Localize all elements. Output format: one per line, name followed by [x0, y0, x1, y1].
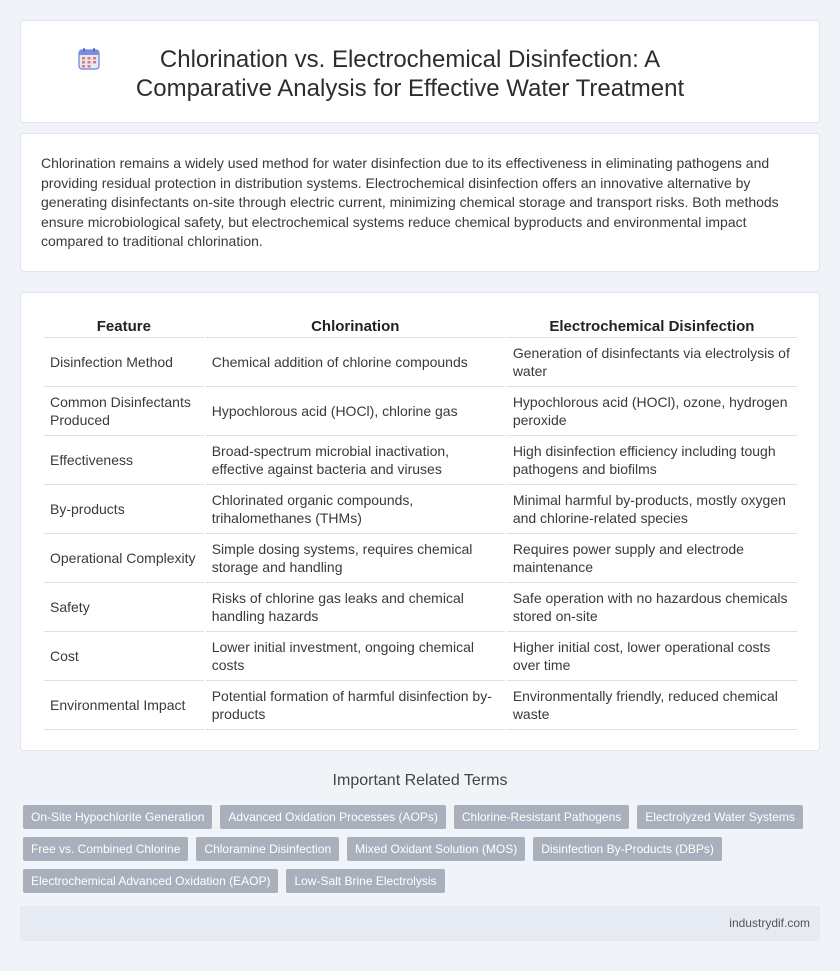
chlorination-cell: Risks of chlorine gas leaks and chemical handling hazards [206, 583, 505, 632]
chlorination-cell: Hypochlorous acid (HOCl), chlorine gas [206, 387, 505, 436]
chlorination-cell: Simple dosing systems, requires chemical storage and handling [206, 534, 505, 583]
feature-cell: Disinfection Method [44, 338, 204, 387]
header-chlorination: Chlorination [206, 313, 505, 338]
header-feature: Feature [44, 313, 204, 338]
related-term-tag[interactable]: Electrochemical Advanced Oxidation (EAOP) [23, 869, 278, 893]
footer-site-link[interactable]: industrydif.com [729, 916, 810, 930]
related-term-tag[interactable]: Electrolyzed Water Systems [637, 805, 803, 829]
tag-row [23, 869, 803, 893]
electrochemical-cell: Environmentally friendly, reduced chemical waste [507, 681, 797, 730]
intro-paragraph: Chlorination remains a widely used method for water disinfection due to its effectiveness in eliminating pathogens and providing residual protection in distribution systems. Electrochemical disinfection offers an innovative alternative by generating disinfectants on-site through electric current, minimizing chemical storage and transport risks. Both methods ensure microbiological safety, but electrochemical systems reduce chemical byproducts and environmental impact compared to traditional chlorination. [41, 155, 779, 249]
page-title: Chlorination vs. Electrochemical Disinfection: A Comparative Analysis for Effective Water Treatment [135, 46, 685, 102]
intro-card [20, 133, 820, 272]
table-row [44, 387, 797, 436]
table-row [44, 534, 797, 583]
related-term-tag[interactable]: Mixed Oxidant Solution (MOS) [347, 837, 525, 861]
feature-cell: By-products [44, 485, 204, 534]
table-row [44, 338, 797, 387]
chlorination-cell: Lower initial investment, ongoing chemical costs [206, 632, 505, 681]
chlorination-cell: Broad-spectrum microbial inactivation, effective against bacteria and viruses [206, 436, 505, 485]
chlorination-cell: Chlorinated organic compounds, trihalomethanes (THMs) [206, 485, 505, 534]
feature-cell: Environmental Impact [44, 681, 204, 730]
electrochemical-cell: High disinfection efficiency including tough pathogens and biofilms [507, 436, 797, 485]
related-term-tag[interactable]: On-Site Hypochlorite Generation [23, 805, 212, 829]
chlorination-cell: Chemical addition of chlorine compounds [206, 338, 505, 387]
chlorination-cell: Potential formation of harmful disinfection by-products [206, 681, 505, 730]
table-row [44, 485, 797, 534]
related-term-tag[interactable]: Low-Salt Brine Electrolysis [286, 869, 444, 893]
title-card [20, 20, 820, 123]
feature-cell: Cost [44, 632, 204, 681]
electrochemical-cell: Minimal harmful by-products, mostly oxygen and chlorine-related species [507, 485, 797, 534]
related-term-tag[interactable]: Free vs. Combined Chlorine [23, 837, 188, 861]
comparison-table [42, 313, 799, 730]
comparison-table-card [20, 292, 820, 751]
related-term-tag[interactable]: Disinfection By-Products (DBPs) [533, 837, 722, 861]
table-row [44, 583, 797, 632]
related-term-tag[interactable]: Chloramine Disinfection [196, 837, 339, 861]
electrochemical-cell: Hypochlorous acid (HOCl), ozone, hydrogen peroxide [507, 387, 797, 436]
tag-row [23, 805, 803, 829]
feature-cell: Operational Complexity [44, 534, 204, 583]
electrochemical-cell: Higher initial cost, lower operational costs over time [507, 632, 797, 681]
table-row [44, 681, 797, 730]
table-row [44, 632, 797, 681]
feature-cell: Common Disinfectants Produced [44, 387, 204, 436]
feature-cell: Effectiveness [44, 436, 204, 485]
related-term-tag[interactable]: Chlorine-Resistant Pathogens [454, 805, 629, 829]
table-row [44, 436, 797, 485]
feature-cell: Safety [44, 583, 204, 632]
header-electrochemical: Electrochemical Disinfection [507, 313, 797, 338]
table-header-row [44, 313, 797, 338]
electrochemical-cell: Safe operation with no hazardous chemicals stored on-site [507, 583, 797, 632]
tag-row [23, 837, 803, 861]
electrochemical-cell: Generation of disinfectants via electrolysis of water [507, 338, 797, 387]
related-terms-title: Important Related Terms [332, 772, 508, 789]
related-term-tag[interactable]: Advanced Oxidation Processes (AOPs) [220, 805, 445, 829]
related-terms-tags [23, 805, 803, 901]
electrochemical-cell: Requires power supply and electrode maintenance [507, 534, 797, 583]
footer [20, 906, 820, 941]
